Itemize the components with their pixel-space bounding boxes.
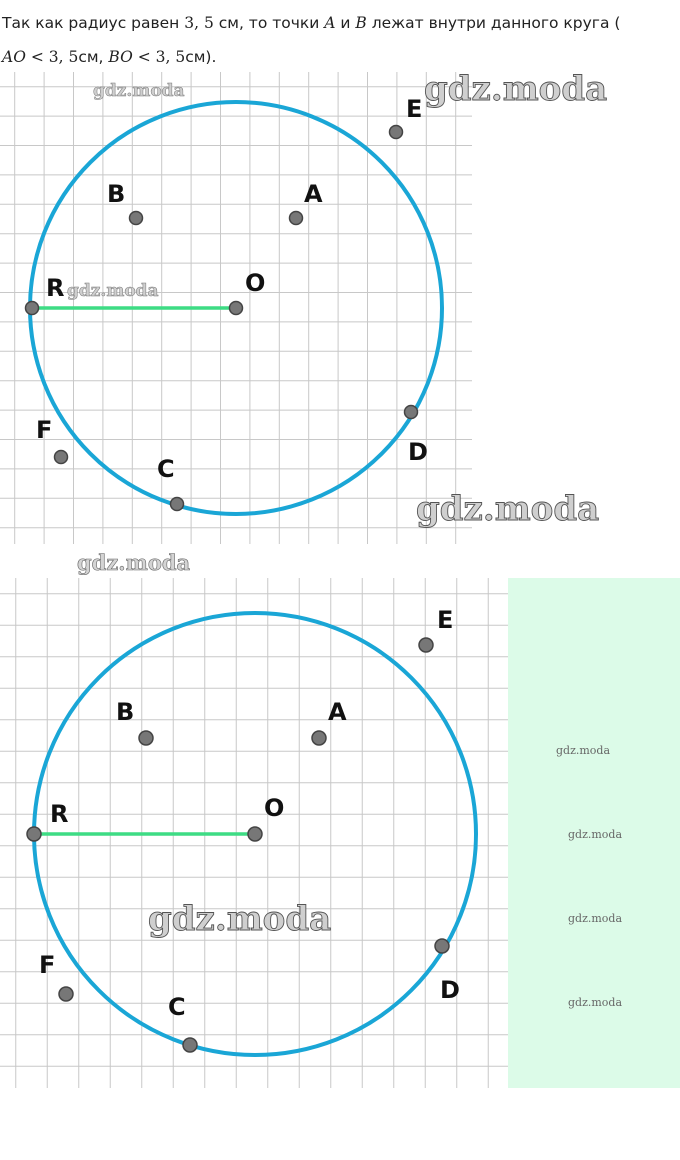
point-d bbox=[435, 939, 449, 953]
label-r: R bbox=[46, 274, 65, 302]
watermark: gdz.moda bbox=[556, 744, 611, 757]
point-a bbox=[312, 731, 326, 745]
point-c bbox=[183, 1038, 197, 1052]
label-r: R bbox=[50, 800, 69, 828]
point-f bbox=[55, 451, 68, 464]
point-e bbox=[390, 126, 403, 139]
point-o bbox=[248, 827, 262, 841]
point-f bbox=[59, 987, 73, 1001]
label-c: C bbox=[168, 993, 186, 1021]
intro-text: Так как радиус равен 3, 5 см, то точки A и B лежат внутри данного круга ( AO < 3, 5см, BO < 3, 5см). bbox=[2, 14, 621, 66]
watermark bbox=[76, 546, 216, 578]
label-b: B bbox=[107, 180, 126, 208]
figure-2-drawing bbox=[0, 578, 680, 1088]
label-e: E bbox=[406, 95, 423, 123]
watermark: gdz.moda bbox=[148, 899, 332, 939]
label-c: C bbox=[157, 455, 175, 483]
point-r bbox=[27, 827, 41, 841]
watermark-drawing bbox=[76, 546, 216, 578]
label-d: D bbox=[440, 976, 460, 1004]
point-a bbox=[290, 212, 303, 225]
label-a: A bbox=[304, 180, 323, 208]
watermark: gdz.moda bbox=[416, 489, 600, 529]
point-e bbox=[419, 638, 433, 652]
watermark: gdz.moda bbox=[67, 281, 159, 301]
watermark: gdz.moda bbox=[568, 912, 623, 925]
label-f: F bbox=[39, 951, 56, 979]
label-b: B bbox=[116, 698, 135, 726]
point-c bbox=[171, 498, 184, 511]
label-f: F bbox=[36, 416, 53, 444]
watermark: gdz.moda bbox=[568, 828, 623, 841]
point-r bbox=[26, 302, 39, 315]
point-o bbox=[230, 302, 243, 315]
label-o: O bbox=[264, 794, 285, 822]
watermark: gdz.moda bbox=[424, 69, 608, 109]
watermark: gdz.moda bbox=[93, 81, 185, 101]
figure-1-drawing bbox=[0, 69, 608, 544]
label-d: D bbox=[408, 438, 428, 466]
point-b bbox=[130, 212, 143, 225]
label-e: E bbox=[437, 606, 454, 634]
watermark: gdz.moda bbox=[568, 996, 623, 1009]
figure-1 bbox=[0, 69, 608, 544]
label-o: O bbox=[245, 269, 266, 297]
point-b bbox=[139, 731, 153, 745]
figure-2 bbox=[0, 578, 680, 1088]
point-d bbox=[405, 406, 418, 419]
label-a: A bbox=[328, 698, 347, 726]
svg-text:gdz.moda: gdz.moda bbox=[77, 550, 191, 575]
